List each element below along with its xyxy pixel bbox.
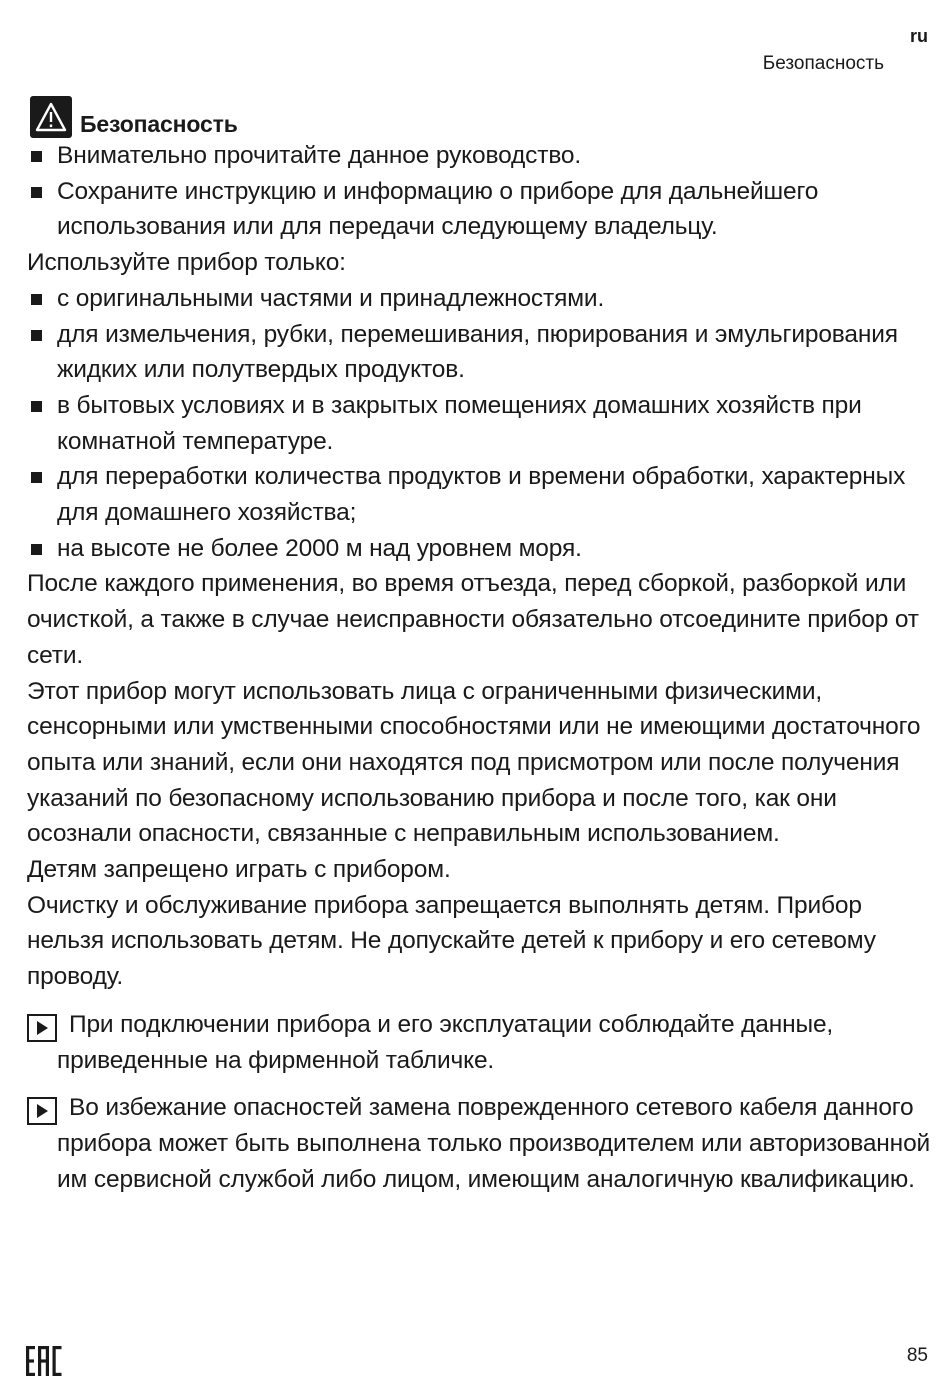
instruction-step [27,1090,932,1197]
step-text: При подключении прибора и его эксплуатации соблюдайте данные, приведенные на фирменной табличке. [57,1010,834,1074]
list-item: на высоте не более 2000 м над уровнем моря. [27,531,932,567]
section-heading [27,92,932,138]
list-item: Сохраните инструкцию и информацию о приборе для дальнейшего использования или для передачи следующему владельцу. [27,174,932,245]
paragraph-children-play: Детям запрещено играть с прибором. [27,856,451,884]
instruction-step [27,1007,932,1078]
step-text: Во избежание опасностей замена поврежденного сетевого кабеля данного прибора может быть выполнена только производителем или авторизованной им сервисной службой либо лицом, имеющим аналогичную квалификацию. [57,1094,931,1193]
warning-triangle-icon [30,96,72,138]
section-title: Безопасность [80,111,238,137]
list-item: с оригинальными частями и принадлежностями. [27,281,932,317]
running-title: Безопасность [762,53,884,74]
list-item: для измельчения, рубки, перемешивания, пюрирования и эмульгирования жидких или полутвердых продуктов. [27,317,932,388]
play-arrow-icon [27,1097,57,1125]
play-arrow-icon [27,1014,57,1042]
use-only-label: Используйте прибор только: [27,249,346,277]
intro-bullet-list [27,138,932,245]
list-item: в бытовых условиях и в закрытых помещениях домашних хозяйств при комнатной температуре. [27,388,932,459]
paragraph-children-cleaning: Очистку и обслуживание прибора запрещается выполнять детям. Прибор нельзя использовать детям. Не допускайте детей к прибору и его сетевому проводу. [27,891,876,991]
language-code: ru [910,26,928,46]
eac-certification-mark [26,1346,62,1381]
paragraph-restricted-users: Этот прибор могут использовать лица с ограниченными физическими, сенсорными или умственными способностями или не имеющими достаточного опыта или знаний, если они находятся под присмотром или после получения указаний по безопасному использованию прибора и после того, как они осознали опасности, связанные с неправильным использованием. [27,677,921,848]
page-content [27,92,932,1197]
use-only-bullet-list [27,281,932,567]
list-item: Внимательно прочитайте данное руководство. [27,138,932,174]
paragraph-disconnect: После каждого применения, во время отъезда, перед сборкой, разборкой или очисткой, а также в случае неисправности обязательно отсоедините прибор от сети. [27,570,919,669]
page-number: 85 [906,1345,928,1366]
list-item: для переработки количества продуктов и времени обработки, характерных для домашнего хозяйства; [27,459,932,530]
